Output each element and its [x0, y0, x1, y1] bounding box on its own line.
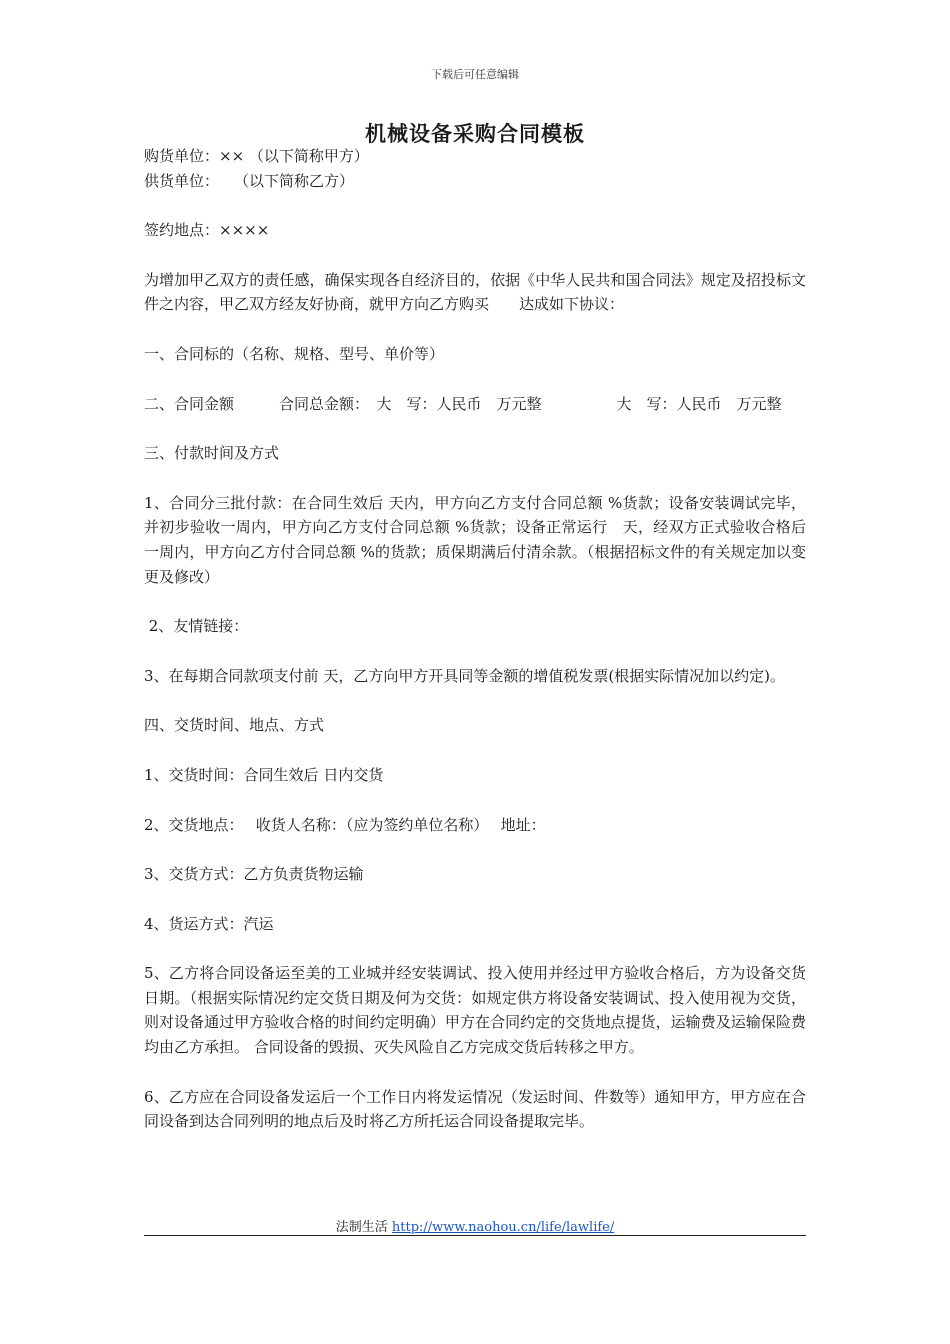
section-3-item-1: 1、合同分三批付款：在合同生效后 天内，甲方向乙方支付合同总额 %货款；设备安装调试完毕，并初步验收一周内，甲方向乙方支付合同总额 %货款；设备正常运行 天，经双方正式验收合格后一周内，甲方向乙方付合同总额 %的货款；质保期满后付清余款。（根据招标文件的有关规定加以变更及修改） — [144, 493, 806, 586]
section-4-item-5: 5、乙方将合同设备运至美的工业城并经安装调试、投入使用并经过甲方验收合格后，方为设备交货日期。（根据实际情况约定交货日期及何为交货：如规定供方将设备安装调试、投入使用视为交货，则对设备通过甲方验收合格的时间约定明确）甲方在合同约定的交货地点提货，运输费及运输保险费均由乙方承担。 合同设备的毁损、灭失风险自乙方完成交货后转移之甲方。 — [144, 964, 806, 1057]
section-4-item-4: 4、货运方式：汽运 — [144, 914, 274, 933]
intro-paragraph: 为增加甲乙双方的责任感，确保实现各自经济目的，依据《中华人民共和国合同法》规定及招投标文件之内容，甲乙双方经友好协商，就甲方向乙方购买 达成如下协议： — [144, 270, 806, 314]
footer-label: 法制生活 — [335, 1220, 392, 1235]
buyer-line: 购货单位：×× （以下简称甲方） — [144, 147, 369, 165]
document-body — [144, 144, 806, 1134]
section-4-item-3: 3、交货方式：乙方负责货物运输 — [144, 865, 364, 884]
document-title: 机械设备采购合同模板 — [365, 121, 585, 146]
signing-place-line: 签约地点：×××× — [144, 221, 270, 240]
footer — [0, 1216, 950, 1235]
section-3-item-2: 2、友情链接： — [144, 617, 249, 636]
footer-divider — [144, 1235, 806, 1236]
section-4-heading: 四、交货时间、地点、方式 — [144, 716, 325, 735]
section-1-heading: 一、合同标的（名称、规格、型号、单价等） — [144, 344, 445, 363]
supplier-line: 供货单位： （以下简称乙方） — [144, 171, 355, 190]
footer-link[interactable]: http://www.naohou.cn/life/lawlife/ — [391, 1220, 615, 1235]
section-2-amount: 二、合同金额 合同总金额： 大 写：人民币 万元整 大 写：人民币 万元整 — [144, 394, 782, 413]
section-3-item-3: 3、在每期合同款项支付前 天，乙方向甲方开具同等金额的增值税发票(根据实际情况加以约定)。 — [144, 666, 786, 685]
header-note: 下载后可任意编辑 — [431, 68, 519, 81]
section-4-item-2: 2、交货地点： 收货人名称：（应为签约单位名称） 地址： — [144, 815, 546, 834]
section-3-heading: 三、付款时间及方式 — [144, 444, 280, 463]
section-4-item-6: 6、乙方应在合同设备发运后一个工作日内将发运情况（发运时间、件数等）通知甲方，甲方应在合同设备到达合同列明的地点后及时将乙方所托运合同设备提取完毕。 — [144, 1087, 806, 1131]
section-4-item-1: 1、交货时间：合同生效后 日内交货 — [144, 765, 384, 784]
